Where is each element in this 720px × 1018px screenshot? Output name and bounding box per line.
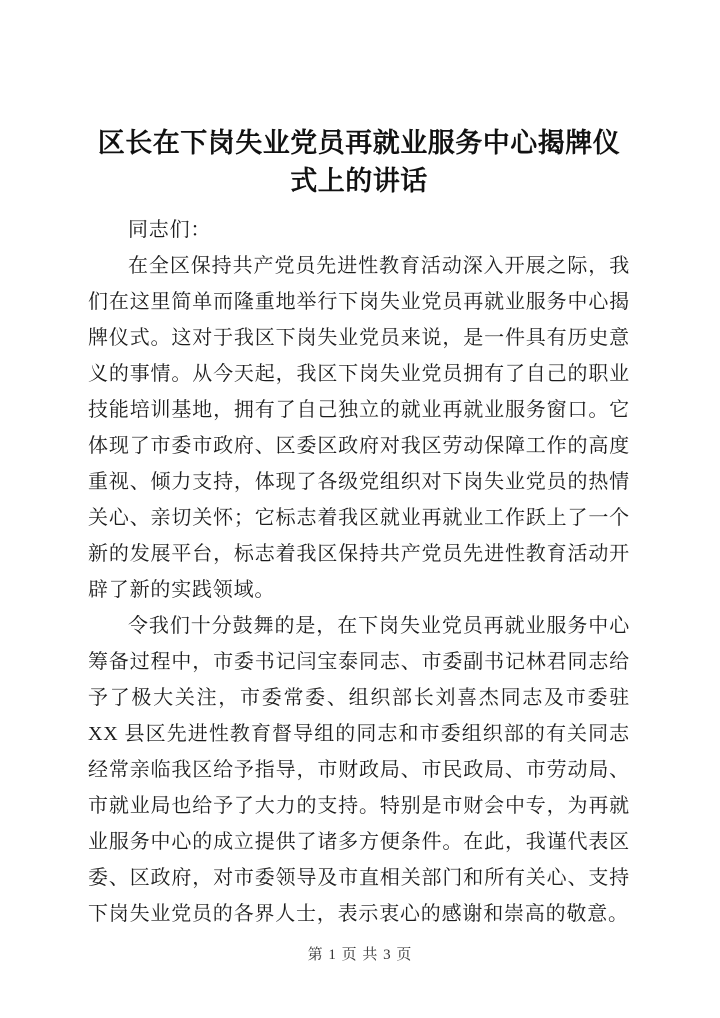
paragraph-2: 令我们十分鼓舞的是，在下岗失业党员再就业服务中心筹备过程中，市委书记闫宝泰同志、市委副书记林君同志给予了极大关注，市委常委、组织部长刘喜杰同志及市委驻 XX 县区先进性教育督导组的同志和市委组织部的有关同志经常亲临我区给予指导，市财政局、市民政局、市劳动局、市就业局也给予了大力的支持。特别是市财会中专，为再就业服务中心的成立提供了诸多方便条件。在此，我谨代表区委、区政府，对市委领导及市直相关部门和所有关心、支持下岗失业党员的各界人士，表示衷心的感谢和崇高的敬意。 bbox=[88, 615, 630, 925]
document-body bbox=[88, 212, 630, 932]
page-indicator: 第 1 页 共 3 页 bbox=[307, 947, 413, 963]
page-footer bbox=[0, 943, 720, 964]
salutation: 同志们： bbox=[128, 219, 212, 241]
paragraph-1: 在全区保持共产党员先进性教育活动深入开展之际，我们在这里简单而隆重地举行下岗失业党员再就业服务中心揭牌仪式。这对于我区下岗失业党员来说，是一件具有历史意义的事情。从今天起，我区下岗失业党员拥有了自己的职业技能培训基地，拥有了自己独立的就业再就业服务窗口。它体现了市委市政府、区委区政府对我区劳动保障工作的高度重视、倾力支持，体现了各级党组织对下岗失业党员的热情关心、亲切关怀；它标志着我区就业再就业工作跃上了一个新的发展平台，标志着我区保持共产党员先进性教育活动开辟了新的实践领域。 bbox=[88, 255, 630, 601]
document-title: 区长在下岗失业党员再就业服务中心揭牌仪式上的讲话 bbox=[97, 128, 621, 196]
